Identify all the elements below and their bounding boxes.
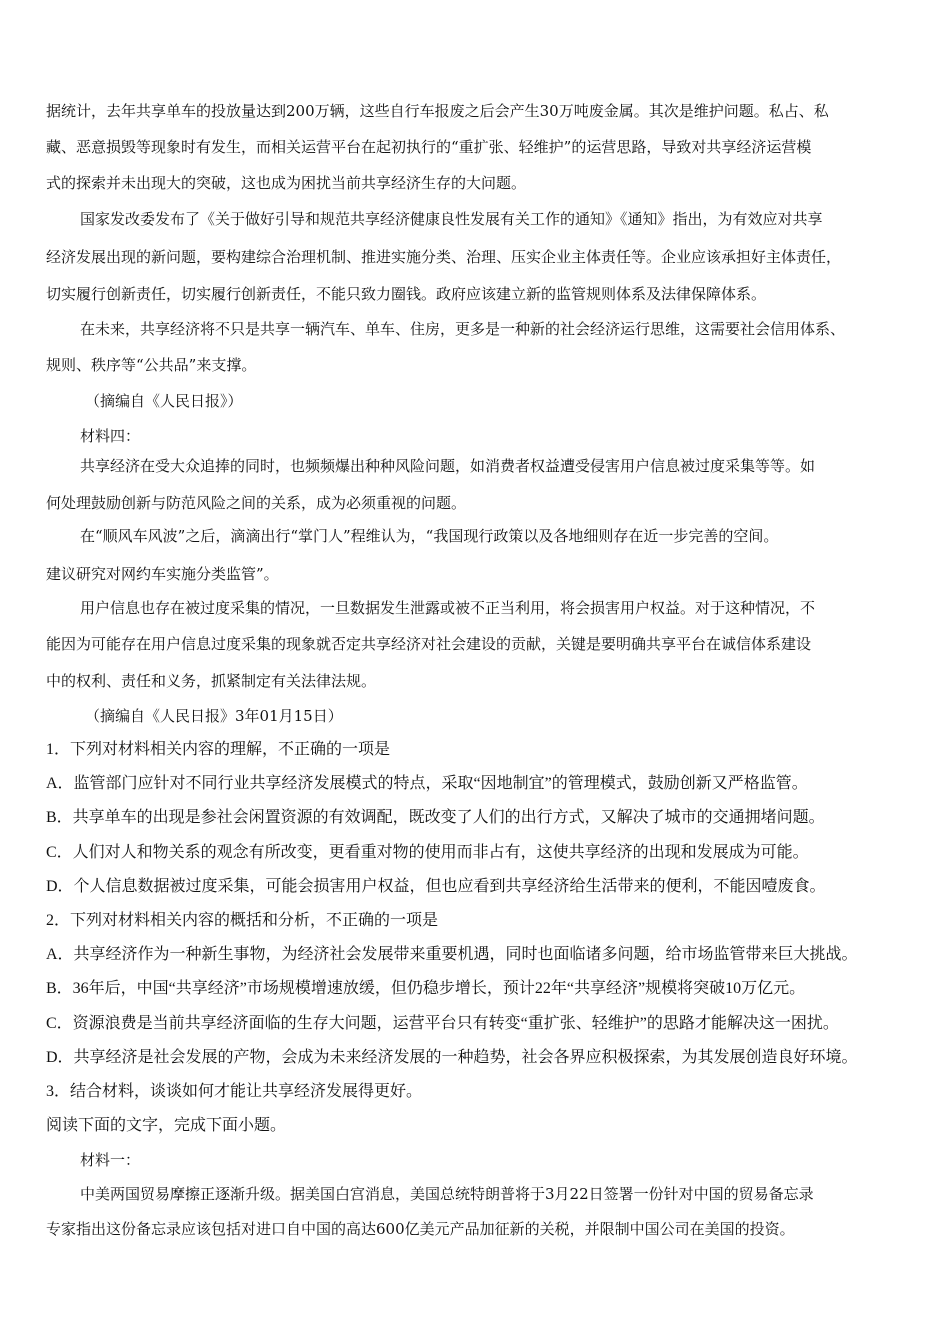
source-citation: （摘编自《人民日报》）: [85, 392, 243, 410]
question-option: D．个人信息数据被过度采集，可能会损害用户权益，但也应看到共享经济给生活带来的便利，不能因噎废食。: [46, 878, 826, 895]
paragraph-line: 中的权利、责任和义务，抓紧制定有关法律法规。: [46, 672, 377, 690]
paragraph-line: 建议研究对网约车实施分类监管”。: [46, 565, 279, 583]
paragraph-line: 式的探索并未出现大的突破，这也成为困扰当前共享经济生存的大问题。: [46, 174, 527, 192]
paragraph-line: 在“顺风车风波”之后，滴滴出行“掌门人”程维认为，“我国现行政策以及各地细则存在近一步完善的空间。: [80, 527, 779, 545]
question-stem: 2．下列对材料相关内容的概括和分析，不正确的一项是: [46, 912, 439, 929]
paragraph-line: 国家发改委发布了《关于做好引导和规范共享经济健康良性发展有关工作的通知》《通知》指出，为有效应对共享: [80, 210, 823, 228]
paragraph-line: 何处理鼓励创新与防范风险之间的关系，成为必须重视的问题。: [46, 494, 467, 512]
section-instruction: 阅读下面的文字，完成下面小题。: [46, 1117, 287, 1134]
source-citation: （摘编自《人民日报》3年01月15日）: [85, 707, 343, 725]
paragraph-line: 专家指出这份备忘录应该包括对进口自中国的高达600亿美元产品加征新的关税，并限制中国公司在美国的投资。: [46, 1220, 795, 1238]
material-heading: 材料一：: [80, 1151, 141, 1169]
paragraph-line: 共享经济在受大众追捧的同时，也频频爆出种种风险问题，如消费者权益遭受侵害用户信息被过度采集等等。如: [80, 457, 816, 475]
question-option: B．36年后，中国“共享经济”市场规模增速放缓，但仍稳步增长，预计22年“共享经济”规模将突破10万亿元。: [46, 980, 806, 997]
question-option: D．共享经济是社会发展的产物，会成为未来经济发展的一种趋势，社会各界应积极探索，为其发展创造良好环境。: [46, 1049, 858, 1066]
question-option: A．共享经济作为一种新生事物，为经济社会发展带来重要机遇，同时也面临诸多问题，给市场监管带来巨大挑战。: [46, 946, 858, 963]
paragraph-line: 能因为可能存在用户信息过度采集的现象就否定共享经济对社会建设的贡献，关键是要明确共享平台在诚信体系建设: [46, 635, 812, 653]
paragraph-line: 经济发展出现的新问题，要构建综合治理机制、推进实施分类、治理、压实企业主体责任等。企业应该承担好主体责任，: [46, 248, 842, 266]
paragraph-line: 藏、恶意损毁等现象时有发生，而相关运营平台在起初执行的“重扩张、轻维护”的运营思路，导致对共享经济运营模: [46, 138, 812, 156]
question-option: C．资源浪费是当前共享经济面临的生存大问题，运营平台只有转变“重扩张、轻维护”的思路才能解决这一困扰。: [46, 1015, 839, 1032]
paragraph-line: 规则、秩序等“公共品”来支撑。: [46, 356, 257, 374]
question-option: A．监管部门应针对不同行业共享经济发展模式的特点，采取“因地制宜”的管理模式，鼓励创新又严格监管。: [46, 775, 808, 792]
question-stem: 1．下列对材料相关内容的理解，不正确的一项是: [46, 741, 391, 758]
paragraph-line: 据统计，去年共享单车的投放量达到200万辆，这些自行车报废之后会产生30万吨废金属。其次是维护问题。私占、私: [46, 102, 829, 120]
material-heading: 材料四：: [80, 427, 141, 445]
paragraph-line: 切实履行创新责任，切实履行创新责任，不能只致力圈钱。政府应该建立新的监管规则体系及法律保障体系。: [46, 285, 767, 303]
question-option: C．人们对人和物关系的观念有所改变，更看重对物的使用而非占有，这使共享经济的出现和发展成为可能。: [46, 844, 809, 861]
question-option: B．共享单车的出现是参社会闲置资源的有效调配，既改变了人们的出行方式，又解决了城市的交通拥堵问题。: [46, 809, 825, 826]
paragraph-line: 在未来，共享经济将不只是共享一辆汽车、单车、住房，更多是一种新的社会经济运行思维，这需要社会信用体系、: [80, 320, 846, 338]
question-stem: 3．结合材料，谈谈如何才能让共享经济发展得更好。: [46, 1083, 423, 1100]
paragraph-line: 用户信息也存在被过度采集的情况，一旦数据发生泄露或被不正当利用，将会损害用户权益。对于这种情况，不: [80, 599, 816, 617]
paragraph-line: 中美两国贸易摩擦正逐渐升级。据美国白宫消息，美国总统特朗普将于3月22日签署一份针对中国的贸易备忘录: [80, 1185, 814, 1203]
